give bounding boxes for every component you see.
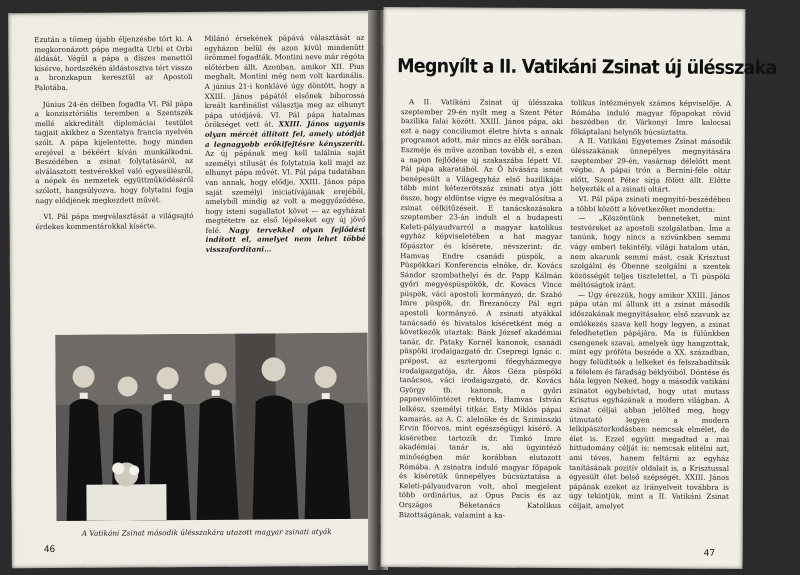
article-headline: Megnyílt a II. Vatikáni Zsinat új ülésszaka xyxy=(397,55,777,80)
left-page xyxy=(8,11,377,569)
emphasis-quote: Nagy tervekkel olyan fejlődést indított el, amelyet nem lehet többé visszafordítani... xyxy=(205,224,366,254)
page-number: 47 xyxy=(703,548,716,559)
paragraph: tolikus intézmények számos képviselője. A Rómába induló magyar főpapokat rövid beszédben dr. Várkonyi Imre kalocsai főkáptalani helynök búcsúztatta. xyxy=(570,98,731,137)
right-column-2 xyxy=(569,98,731,511)
paragraph xyxy=(204,33,366,255)
right-page xyxy=(381,7,777,569)
paragraph: Ezután a tömeg újabb éljenzésbe tört ki. A megkoronázott pápa megadta Urbi et Orbi áldását. Végül a pápa a díszes menettől kísérve, hordszékén áldástosztva tért vissza a bronzkapun keresztül az Apostoli Palotába. xyxy=(34,33,193,93)
paragraph: VI. Pál pápa zsinati megnyitó-beszédében a többi között a következőket mondotta: xyxy=(570,194,731,214)
paragraph: A II. Vatikáni Egyetemes Zsinat második ülésszakának ünnepélyes megnyitására szeptember 29-én, vasárnap délelőtt ment végbe. A pápai trón a Bernini-féle oltár előtt, Szent Péter sírja fölött állt. Előtte helyezték el a zsinati oltárt. xyxy=(570,136,731,194)
paragraph: — Úgy érezzük, hogy amikor XXIII. János pápa után mi állunk itt a zsinat második időszakának megnyitásakor, első szavunk az emlékezés szava kell hogy legyen, a zsinat feledhetetlen pápájára. Ma is fülünkben csengenek szavai, amelyek úgy hangzottak, mint egy próféta beszéde a XX. században, hogy felüdítsék a lelkeket és felszabadítsák a félelem és fáradság béklyóiból. Döntése és hála legyen Neked, hogy a második vatikáni zsinatot egybehívtad, hogy utat mutass Krisztus egyházának a modern világban. A zsinat céljai abban jelölted meg, hogy útmutató legyen a modern lelkipásztorkodásban: nemcsak elmélet, de élet is. Ezzel együtt megadtad a mai hittudomány célját is: nemcsak elitélni azt, ami téves, hanem feltárni az egyház tanításának pozitív oldalait is, a Krisztussal egyesült élet belső szépségét. XXIII. János pápának ezeket az irányelveit továbbra is úgy tekintjük, mint a II. Vatikáni Zsinat céljait, amelyet xyxy=(568,289,730,511)
paragraph-text: Milánó érsekének pápává választását az egyházon belül és azon kívül mindenütt örömmel fogadták. Montini neve már régóta előtérben állt. Azonban, amikor XII. Pius meghalt, Montini még nem volt kardinális. A június 21-i konklávé úgy döntött, hogy a XXIII. János pápától elsőnek bíborossá kreált kardinálist választja meg az elhunyt pápa utódjává. VI. Pál pápa hatalmas örökséget vett át. xyxy=(204,32,365,130)
paragraph-text: Az új pápának meg kell találnia saját személyi stílusát és folytatnia kell majd az elhunyt pápa művét. VI. Pál pápa tudatában van annak, hogy elődje, XXIII. János pápa saját személyi iniciatívájának erejéből, amelyből mindig az volt a meggyőződése, hogy isteni sugallatot követ — az egyházat megtétetre az első lépéseket egy új jövő felé. xyxy=(205,147,366,235)
paragraph: VI. Pál pápa megválasztását a világsajtó érdekes kommentárokkal kísérte. xyxy=(35,211,194,231)
paragraph: Június 24-én délben fogadta VI. Pál pápa a konzisztóriális teremben a Szentszék mellé akkreditált diplomáciai testület tagjait akikhez a Szentatya francia nyelvén szólt. A pápa kijelentette, hogy minden erejével a békéért kíván munkálkodni. Beszédében a zsinat folytatásáról, az elválasztott testvérekkel való egyesülésről, a népek és nemzetek együttműködéséről szólott, hangsúlyozva, hogy folytatni fogja nagy elődjének megkezdett művét. xyxy=(34,98,194,205)
photo-hungarian-council-fathers xyxy=(55,333,368,521)
photo-caption: A Vatikáni Zsinat második ülésszakára utazott magyar zsinati atyák xyxy=(81,527,332,538)
paragraph: — „Köszöntünk benneteket, mint testvéreket az apostoli szolgálatban. Íme a tanúnk, hogy nincs a szívünkben semmi vágy emberi tekintély, világi hatalom után, nem akarunk semmi mást, csak Krisztust szolgálni és Őbenne szolgálni a szentek közösségét teljes tisztelettel, a Ti püspöki méltóságtok iránt. xyxy=(569,213,731,290)
left-column-2 xyxy=(204,33,366,255)
paragraph: A II. Vatikáni Zsinat új ülésszaka szeptember 29-én nyílt meg a Szent Péter bazilika falai között. XXIII. János pápa, aki ezt a nagy conciliumot életre hívta s annak programot adott, már nincs az élők sorában. Eszméje és műve azonban tovább él, s ezen a napon fejlődése új szakaszába lépett VI. Pál pápa akaratából. Az Ő hívására ismét benépesült a Világegyház első bazilikája: több mint kétezerötszáz zsinati atya jött össze, hogy eldöntse vigye és megvalósítsa a zsinat célkitűzéseit. E tanácskozásokra szeptember 23-án indult el a budapesti Keleti-pályaudvarról a magyar katolikus egyház képviseletében a hat magyar főpásztor és kísérete, névszerint: dr. Hamvas Endre csanádi püspök, a Püspökkari Konferencia elnöke, dr. Kovács Sándor szombathelyi és dr. Papp Kálmán győri megyéspüspökök, dr. Kovács Vince püspök, váci apostoli kormányzó, dr. Szabó Imre püspök, dr. Brezanóczy Pál egri apostoli kormányzó. A zsinati atyákkal tanácsadó és hivatalos kíséretként még a következők utaztak: Bánk József akadémiai tanár, dr. Pataky Kornél kanonok, csanádi püspöki irodaigazgató dr. Csepregi Ignác c. prépost, az esztergomi főegyházmegye irodaigazgatója, dr. Ákos Géza püspöki tanácsos, váci irodaigazgató, dr. Kovács György tb. kanonok, a győri papnevelőintézet rektora, Hamvas István lelkész, személyi titkár. Esty Miklós pápai kamarás, az A. C. alelnöke és dr. Sziminszki Ervin főorvos, mint egészségügyi kísérő. A kíséretbez tartozik dr. Timkó Imre akadémiai tanár is, aki ügyintéző minőségben már korábban elutazott Rómába. A zsinatra induló magyar főpapok és kíséretük ünnepélyes búcsúztatása a Keleti-pályaudvaron volt, ahol megjelent több ordinárius, az Opus Pacis és az Országos Béketanács Katolikus Bizottságának, valamint a ka- xyxy=(398,97,563,520)
emphasis-quote: XXIII. János ugyanis olyan mércét állított fel, amely utódját a legnagyobb erőkifejtésre kényszeríti. xyxy=(204,119,366,149)
left-column-1 xyxy=(34,34,193,231)
page-number: 46 xyxy=(43,544,56,556)
right-column-1 xyxy=(399,97,563,520)
